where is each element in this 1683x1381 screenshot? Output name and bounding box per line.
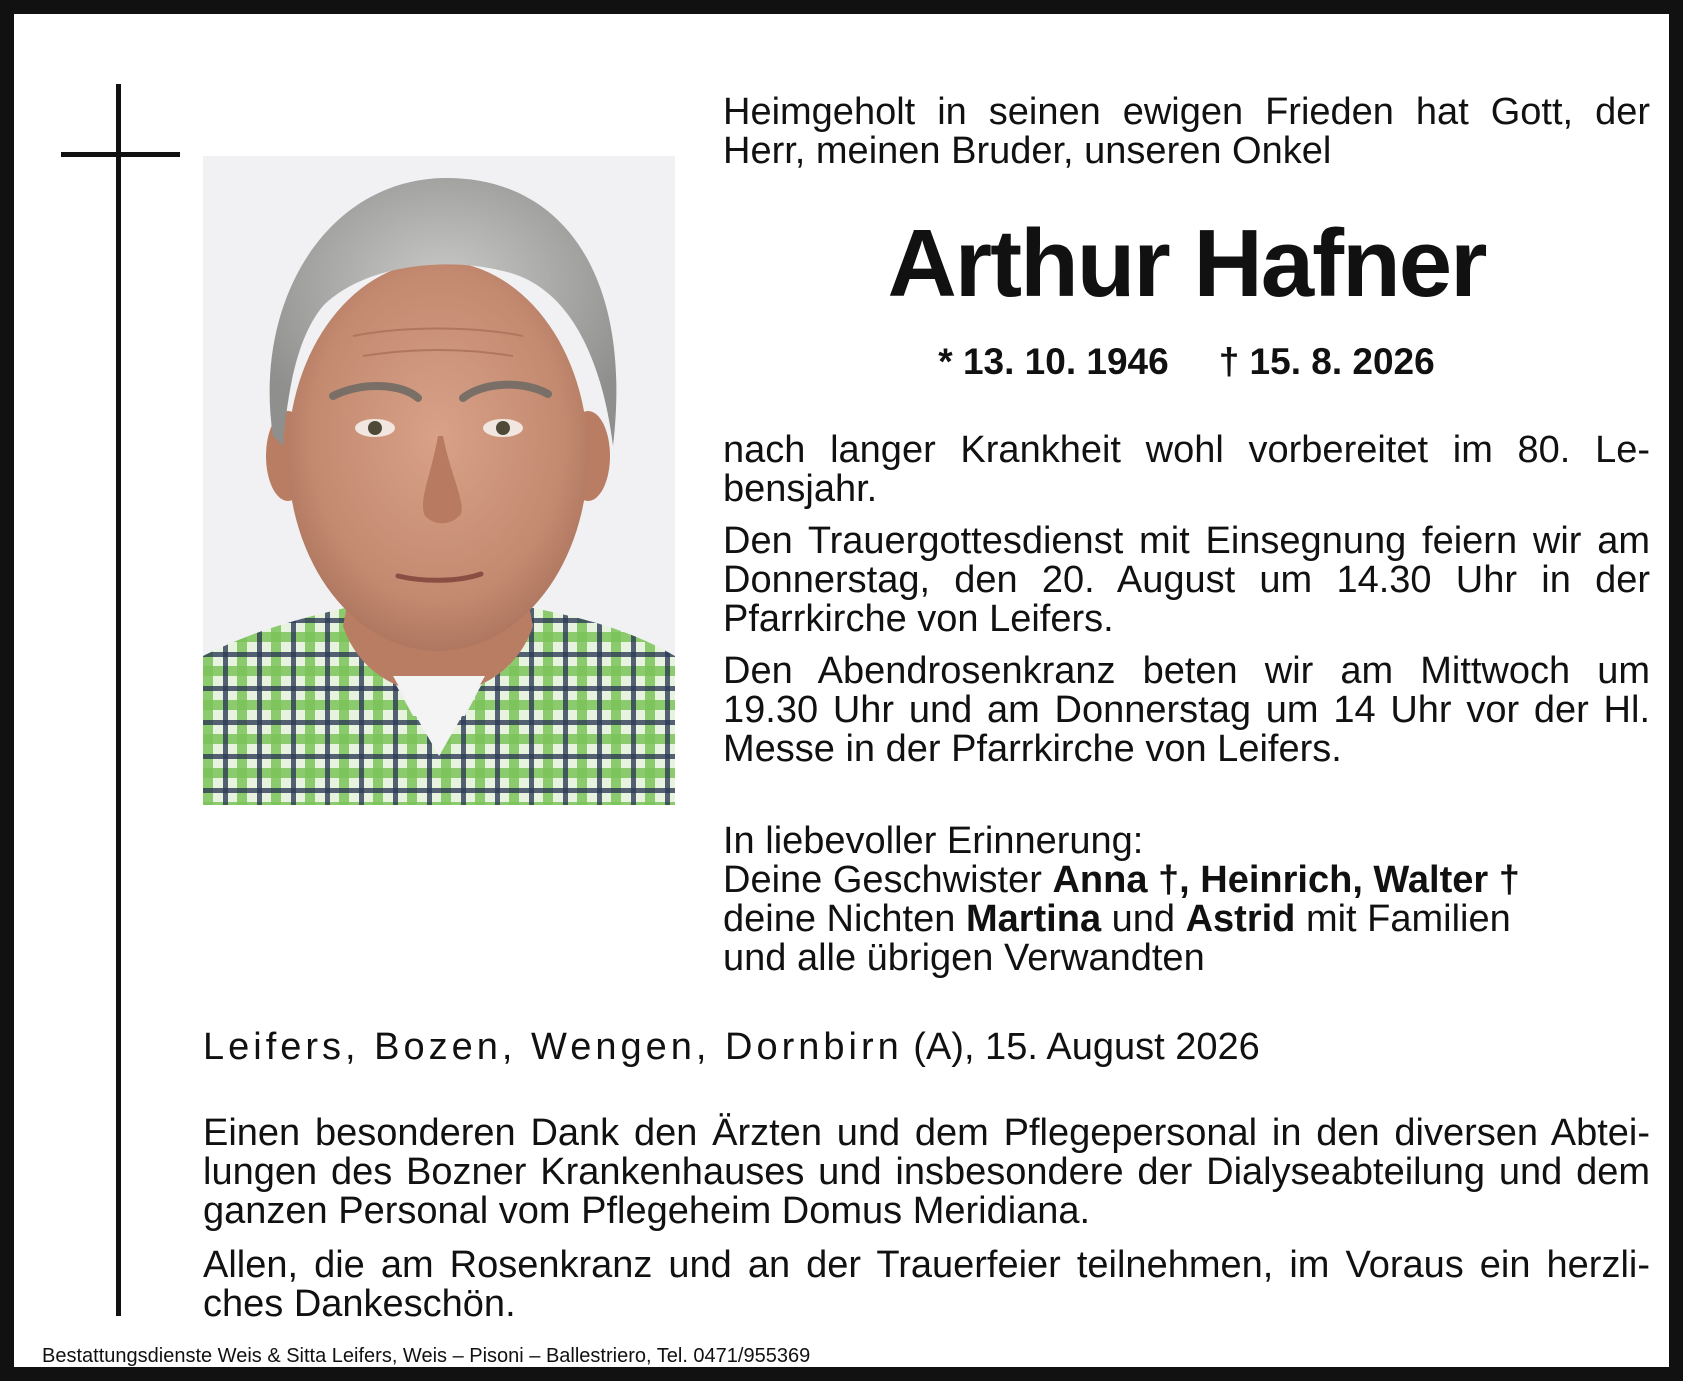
thanks-closing: Allen, die am Rosenkranz und an der Trauerfeier teilnehmen, im Voraus ein herzli- ches Dankeschön. — [203, 1244, 1650, 1325]
paragraph-illness: nach langer Krankheit wohl vorbereitet im 80. Le- bensjahr. — [723, 429, 1650, 510]
cross-icon-bar — [61, 152, 180, 157]
mourners-block — [723, 822, 1650, 978]
niece-name-2: Astrid — [1185, 898, 1296, 940]
places: Leifers, Bozen, Wengen, Dornbirn — [203, 1026, 903, 1068]
funeral-home-footer: Bestattungsdienste Weis & Sitta Leifers, Weis – Pisoni – Ballestriero, Tel. 0471/955369 — [42, 1345, 811, 1367]
deceased-name: Arthur Hafner — [887, 210, 1486, 317]
life-dates — [723, 342, 1650, 382]
death-date: † 15. 8. 2026 — [1218, 341, 1435, 382]
niece-name-1: Martina — [965, 898, 1102, 940]
portrait-photo — [203, 156, 675, 805]
memory-heading: In liebevoller Erinnerung: — [723, 820, 1144, 862]
thanks-paragraph: Einen besonderen Dank den Ärzten und dem Pflegepersonal in den diversen Abtei- lungen des Bozner Krankenhauses und insbesondere der Dialyseabteilung und dem ganzen Personal vom Pflegeheim Domus Meridiana. — [203, 1112, 1650, 1232]
relatives-line: und alle übrigen Verwandten — [723, 937, 1205, 979]
place-and-date — [203, 1027, 1260, 1067]
cross-icon — [116, 84, 121, 1316]
paragraph-funeral-service: Den Trauergottesdienst mit Einsegnung feiern wir am Donnerstag, den 20. August um 14.30 Uhr in der Pfarrkirche von Leifers. — [723, 520, 1650, 640]
nieces-suffix: mit Familien — [1295, 898, 1511, 940]
nieces-prefix: deine Nichten — [723, 898, 966, 940]
siblings-names: Anna †, Heinrich, Walter † — [1052, 859, 1520, 901]
siblings-line — [723, 861, 1650, 900]
siblings-prefix: Deine Geschwister — [723, 859, 1053, 901]
birth-date: * 13. 10. 1946 — [938, 341, 1169, 382]
nieces-line — [723, 900, 1650, 939]
paragraph-rosary: Den Abendrosenkranz beten wir am Mittwoch um 19.30 Uhr und am Donnerstag um 14 Uhr vor der Hl. Messe in der Pfarrkirche von Leifers. — [723, 650, 1650, 770]
and-word: und — [1101, 898, 1186, 940]
intro-text: Heimgeholt in seinen ewigen Frieden hat Gott, der Herr, meinen Bruder, unseren Onkel — [723, 91, 1650, 172]
place-date: (A), 15. August 2026 — [902, 1026, 1260, 1068]
